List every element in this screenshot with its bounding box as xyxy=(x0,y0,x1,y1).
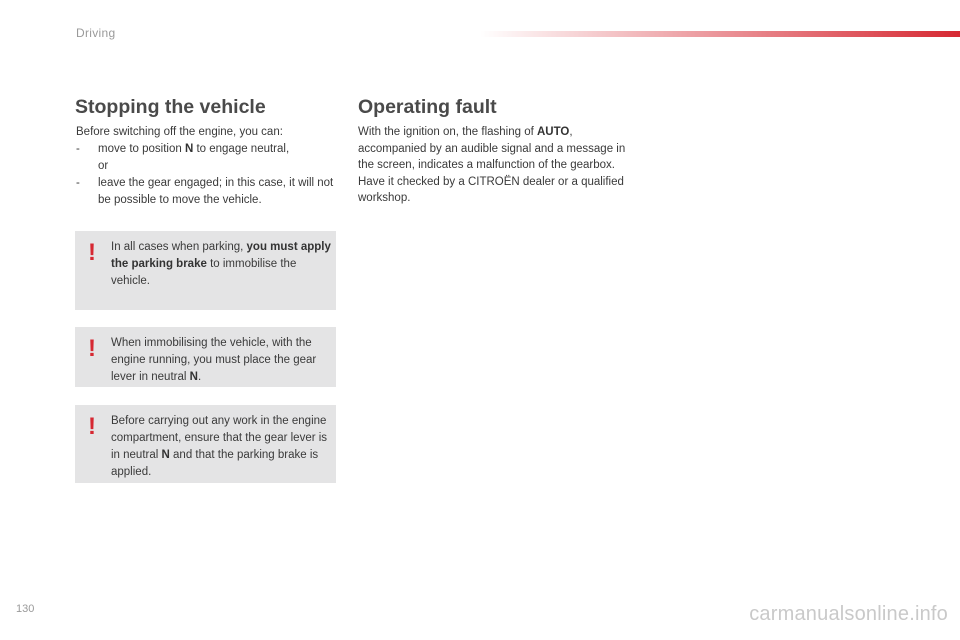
warning-text-pre: When immobilising the vehicle, with the engine running, you must place the gear lever in neutral xyxy=(111,337,317,383)
warning-text-bold: N xyxy=(161,449,170,461)
fault-paragraph-2: Have it checked by a CITROËN dealer or a qualified workshop. xyxy=(358,175,624,204)
warning-text-pre: Before carrying out any work in the engine compartment, ensure that the gear lever is in neutral xyxy=(111,415,328,461)
bullet-bold: N xyxy=(184,143,194,155)
stopping-bullets xyxy=(76,141,346,209)
warning-text-post: to immobilise the vehicle. xyxy=(111,258,297,287)
warning-box-parking-brake xyxy=(75,231,336,310)
watermark: carmanualsonline.info xyxy=(749,603,948,625)
stopping-intro-block xyxy=(76,124,346,209)
fault-text-pre: With the ignition on, the flashing of xyxy=(358,126,537,138)
bullet-dash: - xyxy=(76,177,80,189)
warning-text-post: and that the parking brake is applied. xyxy=(111,449,319,478)
warning-text-post: . xyxy=(197,371,202,383)
section-title: Driving xyxy=(76,26,116,40)
operating-fault-heading: Operating fault xyxy=(358,96,497,118)
warning-text xyxy=(111,239,331,290)
fault-text-bold: AUTO xyxy=(537,126,570,138)
list-item xyxy=(76,141,346,175)
warning-box-engine-work xyxy=(75,405,336,483)
exclamation-icon: ! xyxy=(88,239,96,266)
header-accent-bar xyxy=(480,31,960,37)
operating-fault-text xyxy=(358,124,628,207)
exclamation-icon: ! xyxy=(88,335,96,362)
warning-text xyxy=(111,413,331,481)
warning-box-neutral xyxy=(75,327,336,387)
bullet-text: move to position xyxy=(98,143,185,155)
bullet-continuation: or xyxy=(98,160,109,172)
warning-text-pre: In all cases when parking, xyxy=(111,241,247,253)
exclamation-icon: ! xyxy=(88,413,96,440)
fault-paragraph-1 xyxy=(358,124,628,174)
warning-text-bold: you must apply the parking brake xyxy=(111,241,331,270)
bullet-text: leave the gear engaged; in this case, it will not be possible to move the vehicle. xyxy=(98,177,334,206)
bullet-dash: - xyxy=(76,143,80,155)
warning-text-bold: N xyxy=(189,371,198,383)
fault-text-post: , accompanied by an audible signal and a message in the screen, indicates a malfunction of the gearbox. xyxy=(358,126,626,171)
warning-text xyxy=(111,335,331,386)
stopping-intro: Before switching off the engine, you can: xyxy=(76,126,283,138)
stopping-heading: Stopping the vehicle xyxy=(75,96,266,118)
bullet-text-post: to engage neutral, xyxy=(193,143,290,155)
page-number: 130 xyxy=(16,603,35,615)
list-item xyxy=(76,175,346,209)
